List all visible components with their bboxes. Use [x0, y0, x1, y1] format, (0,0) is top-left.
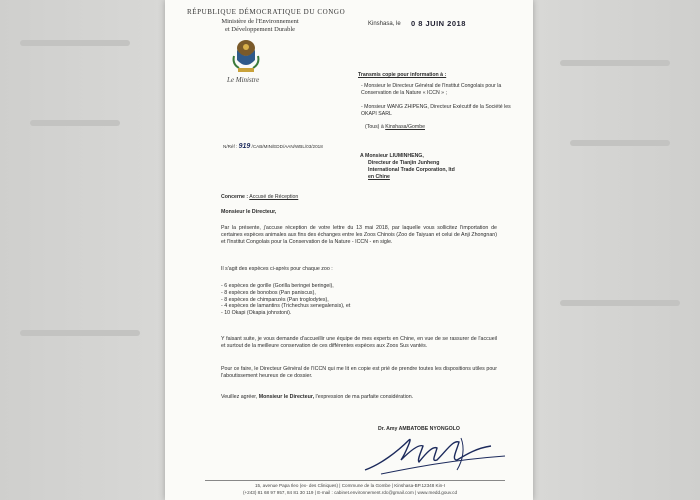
reference-handwritten-number: 919 — [238, 143, 251, 150]
handwritten-signature-icon — [361, 430, 511, 478]
reference-number — [223, 143, 323, 150]
salutation: Monsieur le Directeur, — [221, 209, 277, 215]
copy-item-okapi: - Monsieur WANG ZHIPENG, Directeur Exécutif de la Société les OKAPI SARL — [361, 104, 511, 117]
species-list — [221, 283, 350, 317]
recipient-line4: en Chine — [368, 174, 390, 180]
ministry-line2: et Développement Durable — [224, 26, 296, 33]
letter-page — [165, 0, 533, 500]
closing-post: l'expression de ma parfaite considération. — [315, 394, 414, 400]
copy-tous — [365, 124, 425, 131]
paragraph-2: Il s'agit des espèces ci-après pour chaque zoo : — [221, 266, 333, 272]
blur-line — [560, 60, 670, 66]
reference-prefix: N/Réf : — [223, 144, 238, 149]
recipient-line2: Directeur de Tianjin Junheng — [368, 160, 440, 166]
list-item: - 6 espèces de gorille (Gorilla beringei beringei), — [221, 283, 334, 289]
paragraph-4: Pour ce faire, le Directeur Général de l'ICCN qui me lit en copie est prié de prendre toutes les dispositions utiles pour l'aboutissement heureux de ce dossier. — [221, 366, 497, 379]
closing-bold: Monsieur le Directeur, — [258, 394, 315, 400]
list-item: - 10 Okapi (Okapia johnstoni). — [221, 310, 292, 317]
blur-line — [20, 40, 130, 46]
blur-line — [20, 330, 140, 336]
footer-divider — [205, 480, 505, 481]
subject-value: Accusé de Réception — [249, 194, 299, 200]
copy-tous-place: Kinshasa/Gombe — [385, 124, 425, 130]
list-item: - 4 espèces de lamantins (Trichechus senegalensis), et — [221, 303, 351, 310]
blur-line — [570, 140, 670, 146]
subject-line — [221, 194, 298, 201]
list-item: - 8 espèces de chimpanzés (Pan troglodytes), — [221, 296, 329, 303]
ministre-label: Le Ministre — [227, 76, 260, 84]
footer-address: 15, avenue Papa Ileo (ex- des Cliniques) | Commune de la Gombe | Kinshasa-BP.12348 Kin-I — [255, 483, 445, 488]
ministry-line1: Ministère de l'Environnement — [221, 18, 299, 25]
blur-line — [560, 300, 680, 306]
blur-line — [30, 120, 120, 126]
list-item: - 8 espèces de bonobos (Pan paniscus), — [221, 289, 316, 296]
signatory-name: Dr. Amy AMBATOBE NYONGOLO — [378, 426, 460, 432]
copy-tous-label: (Tous) à — [365, 124, 384, 130]
date-place: Kinshasa, le — [368, 21, 401, 27]
recipient-line1: A Monsieur LIUMINHENG, — [360, 153, 424, 159]
coat-of-arms-emblem — [229, 36, 263, 74]
subject-label: Concerne : — [221, 194, 249, 200]
paragraph-3: Y faisant suite, je vous demande d'accueillir une équipe de mes experts en Chine, en vue de se rassurer de l'accueil et surtout de la meilleure conservation de ces différentes espèces aux Zoos Sus vantés. — [221, 336, 497, 349]
republic-header: RÉPUBLIQUE DÉMOCRATIQUE DU CONGO — [187, 8, 346, 16]
copy-title: Transmis copie pour information à : — [358, 72, 447, 78]
paragraph-1: Par la présente, j'accuse réception de votre lettre du 13 mai 2018, par laquelle vous sollicitez l'importation de certaines espèces animales aux fins des échanges entre les Zoos Chinois (Zoo de Taiyuan et celui de Anji Zhongnan) et l'Institut Congolais pour la Conservation de la Nature - ICCN - en sigle. — [221, 225, 497, 245]
recipient-line3: International Trade Corporation, ltd — [368, 167, 455, 173]
copy-item-iccn: - Monsieur le Directeur Général de l'Institut Congolais pour la Conservation de la Nature « ICCN » ; — [361, 83, 502, 96]
reference-suffix: /CAB/MIN/EDD/AAN/WBL/03/2018 — [251, 144, 323, 149]
footer-contacts: (+243) 81 68 97 957, 84 81 30 119 | E-mail : cabinet.environnement.rdc@gmail.com | www.medd.gouv.cd — [242, 490, 458, 495]
date-stamp: 0 8 JUIN 2018 — [411, 19, 466, 28]
closing-pre: Veuillez agréer, — [221, 394, 258, 400]
closing — [221, 394, 511, 401]
